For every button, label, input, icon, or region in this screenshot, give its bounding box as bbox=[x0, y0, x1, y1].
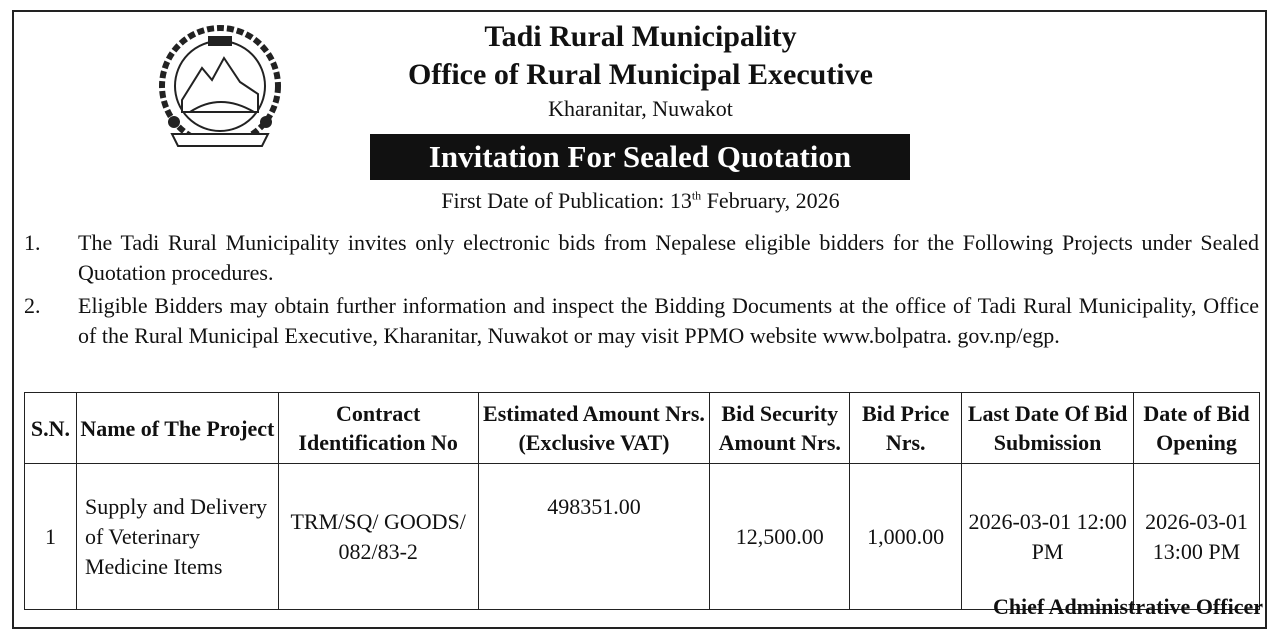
cell-opening-date: 2026-03-01 13:00 PM bbox=[1134, 464, 1260, 610]
signatory: Chief Administrative Officer bbox=[992, 594, 1263, 619]
table-header-row bbox=[25, 393, 1260, 464]
column-header: Last Date Of Bid Submission bbox=[962, 393, 1134, 464]
table-row bbox=[25, 464, 1260, 610]
column-header: Name of The Project bbox=[76, 393, 278, 464]
cell-project: Supply and Delivery of Veterinary Medicine Items bbox=[76, 464, 278, 610]
publication-date: First Date of Publication: 13th February, 2026 bbox=[441, 188, 840, 213]
column-header: Bid Price Nrs. bbox=[850, 393, 962, 464]
cell-sn: 1 bbox=[25, 464, 77, 610]
paragraph-text: Eligible Bidders may obtain further information and inspect the Bidding Documents at the office of Tadi Rural Municipality, Office of the Rural Municipal Executive, Kharanitar, Nuwakot or may visit PPMO website www.bolpatra. gov.np/egp. bbox=[78, 293, 1259, 348]
office-name: Office of Rural Municipal Executive bbox=[408, 58, 873, 91]
office-address: Kharanitar, Nuwakot bbox=[548, 96, 733, 121]
paragraph-text: The Tadi Rural Municipality invites only electronic bids from Nepalese eligible bidders for the Following Projects under Sealed Quotation procedures. bbox=[78, 230, 1259, 285]
cell-contract-id: TRM/SQ/ GOODS/ 082/83-2 bbox=[278, 464, 478, 610]
cell-last-date: 2026-03-01 12:00 PM bbox=[962, 464, 1134, 610]
paragraph-number: 2. bbox=[24, 293, 41, 318]
org-name: Tadi Rural Municipality bbox=[484, 20, 797, 53]
notice-title: Invitation For Sealed Quotation bbox=[370, 134, 910, 180]
column-header: S.N. bbox=[25, 393, 77, 464]
column-header: Date of Bid Opening bbox=[1134, 393, 1260, 464]
cell-bid-price: 1,000.00 bbox=[850, 464, 962, 610]
quotation-table bbox=[24, 392, 1260, 610]
column-header: Contract Identification No bbox=[278, 393, 478, 464]
paragraph-1 bbox=[24, 228, 1259, 288]
cell-estimated-amount: 498351.00 bbox=[478, 464, 710, 610]
cell-bid-security: 12,500.00 bbox=[710, 464, 850, 610]
paragraph-2 bbox=[24, 291, 1259, 351]
column-header: Estimated Amount Nrs.(Exclusive VAT) bbox=[478, 393, 710, 464]
paragraph-number: 1. bbox=[24, 230, 41, 255]
column-header: Bid Security Amount Nrs. bbox=[710, 393, 850, 464]
